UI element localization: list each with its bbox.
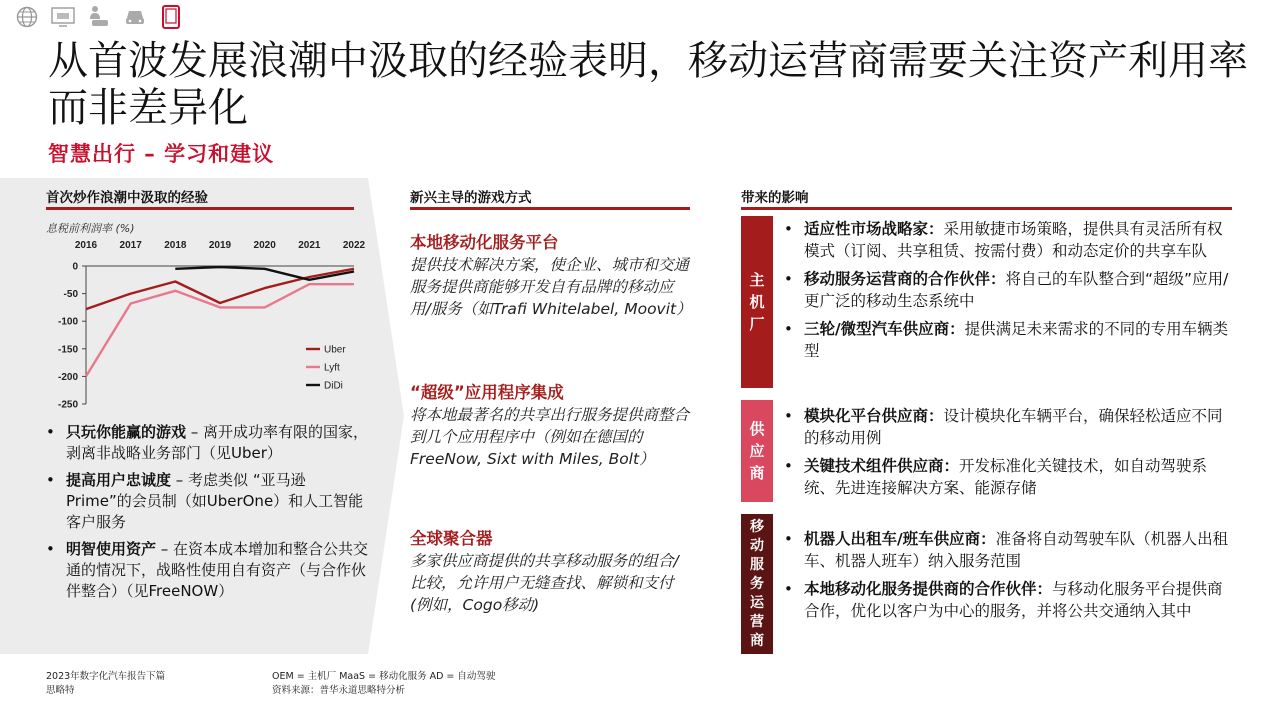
person-car-icon[interactable]	[86, 4, 112, 30]
footer-notes	[272, 670, 495, 698]
series-line-lyft	[86, 284, 354, 376]
y-tick-label: -250	[57, 399, 78, 411]
x-tick-label: 2017	[119, 240, 142, 251]
sidebar-char: 商	[749, 464, 765, 482]
operator-impacts	[782, 528, 1232, 628]
impact-bullet: • 适应性市场战略家：采用敏捷市场策略，提供具有灵活所有权模式（订阅、共享租赁、按需付费）和动态定价的共享车队	[784, 220, 1223, 260]
sidebar-char: 移	[750, 518, 764, 535]
lesson-bullet-text: – 离开成功率有限的国家，剥离非战略业务部门（见Uber）	[66, 423, 369, 462]
impact-bullet-title: 本地移动化服务提供商的合作伙伴：	[804, 580, 1053, 598]
y-tick-label: -50	[63, 289, 78, 301]
sidebar-char: 服	[750, 556, 764, 573]
emerging-item-text: 将本地最著名的共享出行服务提供商整合到几个应用程序中（例如在德国的FreeNow, Sixt with Miles, Bolt）	[410, 406, 690, 468]
screen-car-icon[interactable]	[50, 4, 76, 30]
x-tick-label: 2021	[298, 240, 321, 251]
impact-bullet: • 本地移动化服务提供商的合作伙伴：与移动化服务平台提供商合作，优化以客户为中心的服务，并将公共交通纳入其中	[784, 580, 1223, 620]
impact-bullet: • 机器人出租车/班车供应商：准备将自动驾驶车队（机器人出租车、机器人班车）纳入服务范围	[784, 530, 1229, 570]
impact-bullet-text: 提供满足未来需求的不同的专用车辆类型	[804, 320, 1229, 360]
sidebar-char: 厂	[749, 315, 765, 333]
emerging-item-text: 提供技术解决方案，使企业、城市和交通服务提供商能够开发自有品牌的移动应用/服务（如Trafi Whitelabel, Moovit）	[410, 256, 692, 318]
lesson-bullet-title: 只玩你能赢的游戏	[66, 423, 187, 441]
impact-bullet-title: 三轮/微型汽车供应商：	[804, 320, 965, 338]
ebit-margin-chart	[46, 240, 368, 418]
lessons-bullets	[40, 422, 370, 608]
emerging-item-title: 本地移动化服务平台	[410, 233, 559, 252]
sidebar-char: 主	[749, 271, 765, 289]
sidebar-char: 供	[749, 420, 765, 438]
impact-bullet: • 移动服务运营商的合作伙伴：将自己的车队整合到“超级”应用/更广泛的移动生态系统中	[784, 270, 1229, 310]
legend-label: Uber	[324, 344, 346, 356]
footer-report-name: 2023年数字化汽车报告下篇	[46, 671, 166, 682]
sidebar-char: 务	[750, 575, 764, 592]
impact-heading-rule	[741, 207, 1232, 210]
top-icon-bar	[14, 4, 184, 30]
impact-bullet-title: 适应性市场战略家：	[804, 220, 944, 238]
page-title: 从首波发展浪潮中汲取的经验表明，移动运营商需要关注资产利用率而非差异化	[48, 38, 1248, 131]
supplier-impacts	[782, 405, 1232, 505]
lesson-bullet-text: – 在资本成本增加和整合公共交通的情况下，战略性使用自有资产（与合作伙伴整合）（见FreeNOW）	[66, 540, 369, 600]
y-tick-label: -100	[57, 316, 78, 328]
y-tick-label: -200	[57, 371, 78, 383]
lesson-bullet-title: 明智使用资产	[66, 540, 157, 558]
panel-chevron	[368, 178, 404, 654]
globe-icon[interactable]	[14, 4, 40, 30]
lesson-bullet-title: 提高用户忠诚度	[66, 471, 172, 489]
x-tick-label: 2019	[208, 240, 232, 251]
emerging-item	[410, 528, 690, 616]
page-subtitle: 智慧出行 – 学习和建议	[48, 142, 275, 166]
emerging-item-title: “超级”应用程序集成	[410, 383, 564, 402]
sidebar-char: 运	[750, 594, 764, 611]
x-tick-label: 2022	[342, 240, 366, 251]
footer-source-left	[46, 670, 165, 698]
impact-bullet-text: 准备将自动驾驶车队（机器人出租车、机器人班车）纳入服务范围	[804, 530, 1229, 570]
car-front-icon[interactable]	[122, 4, 148, 30]
y-tick-label: -150	[57, 344, 78, 356]
x-tick-label: 2016	[74, 240, 98, 251]
footer-brand: 思略特	[46, 685, 75, 696]
impact-bullet-title: 关键技术组件供应商：	[804, 457, 960, 475]
legend-label: Lyft	[324, 362, 340, 374]
emerging-item-text: 多家供应商提供的共享移动服务的组合/比较，允许用户无缝查找、解锁和支付(例如，Cogo移动)	[410, 552, 679, 614]
impact-bullet-text: 采用敏捷市场策略，提供具有灵活所有权模式（订阅、共享租赁、按需付费）和动态定价的共享车队	[804, 220, 1223, 260]
x-tick-label: 2020	[253, 240, 276, 251]
emerging-item	[410, 382, 690, 470]
oem-sidebar	[741, 216, 773, 388]
y-tick-label: 0	[72, 261, 78, 273]
impact-bullet-title: 移动服务运营商的合作伙伴：	[804, 270, 1006, 288]
supplier-sidebar	[741, 400, 773, 502]
sidebar-char: 应	[749, 442, 765, 460]
impact-bullet: • 模块化平台供应商：设计模块化车辆平台，确保轻松适应不同的移动用例	[784, 407, 1223, 447]
lesson-bullet: • 明智使用资产 – 在资本成本增加和整合公共交通的情况下，战略性使用自有资产（与合作伙伴整合）（见FreeNOW）	[46, 540, 369, 600]
lessons-heading-rule	[46, 207, 354, 210]
emerging-item	[410, 232, 690, 320]
impact-bullet: • 关键技术组件供应商：开发标准化关键技术，如自动驾驶系统、先进连接解决方案、能源存储	[784, 457, 1208, 497]
legend-label: DiDi	[324, 380, 343, 392]
footer-abbreviations: OEM = 主机厂 MaaS = 移动化服务 AD = 自动驾驶	[272, 671, 496, 682]
emerging-item-title: 全球聚合器	[410, 529, 493, 548]
lesson-bullet-text: – 考虑类似 “亚马逊Prime”的会员制（如UberOne）和人工智能客户服务	[66, 471, 364, 531]
tablet-icon[interactable]	[158, 4, 184, 30]
x-tick-label: 2018	[164, 240, 187, 251]
sidebar-char: 机	[749, 293, 765, 311]
sidebar-char: 营	[750, 613, 764, 630]
impact-bullet-title: 模块化平台供应商：	[804, 407, 944, 425]
impact-bullet-text: 开发标准化关键技术，如自动驾驶系统、先进连接解决方案、能源存储	[804, 457, 1208, 497]
impact-bullet-text: 将自己的车队整合到“超级”应用/更广泛的移动生态系统中	[804, 270, 1229, 310]
impact-bullet: • 三轮/微型汽车供应商：提供满足未来需求的不同的专用车辆类型	[784, 320, 1229, 360]
operator-sidebar	[741, 514, 773, 654]
impact-bullet-text: 与移动化服务平台提供商合作，优化以客户为中心的服务，并将公共交通纳入其中	[804, 580, 1223, 620]
sidebar-char: 动	[750, 537, 764, 554]
impact-bullet-title: 机器人出租车/班车供应商：	[804, 530, 996, 548]
lessons-heading: 首次炒作浪潮中汲取的经验	[46, 190, 208, 206]
impact-heading: 带来的影响	[741, 190, 809, 206]
emerging-heading: 新兴主导的游戏方式	[410, 190, 532, 206]
impact-bullet-text: 设计模块化车辆平台，确保轻松适应不同的移动用例	[804, 407, 1223, 447]
sidebar-char: 商	[750, 632, 764, 649]
footer-source: 资料来源：普华永道思略特分析	[272, 685, 406, 696]
emerging-heading-rule	[410, 207, 690, 210]
oem-impacts	[782, 218, 1232, 368]
chart-ylabel: 息税前利润率 (%)	[46, 222, 135, 235]
lesson-bullet: • 提高用户忠诚度 – 考虑类似 “亚马逊Prime”的会员制（如UberOne）和人工智能客户服务	[46, 471, 364, 531]
series-line-uber	[86, 269, 354, 309]
lesson-bullet: • 只玩你能赢的游戏 – 离开成功率有限的国家，剥离非战略业务部门（见Uber）	[46, 423, 369, 462]
